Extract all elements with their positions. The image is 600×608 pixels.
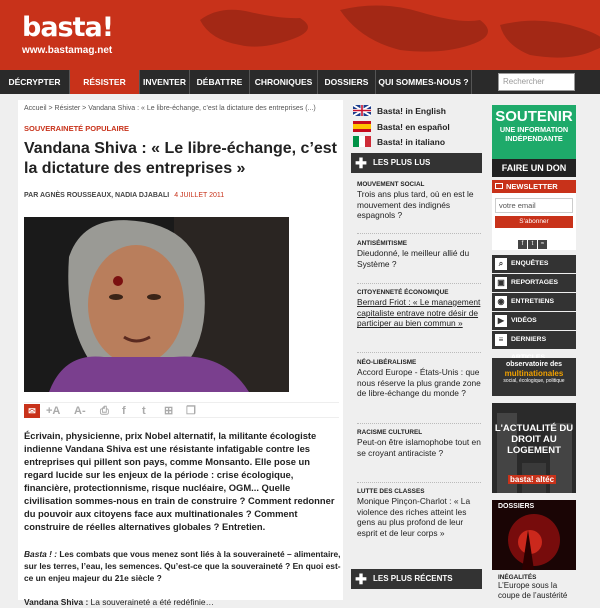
article-date: 4 JUILLET 2011 <box>174 192 225 199</box>
envelope-icon <box>495 183 503 189</box>
item-title[interactable]: Dieudonné, le meilleur allié du Système ? <box>357 248 470 269</box>
question-lead: Basta ! : <box>24 549 58 559</box>
language-label: Basta! in English <box>377 106 446 116</box>
site-header <box>0 0 600 70</box>
item-category: INÉGALITÉS <box>498 574 537 581</box>
link-derniers-articles[interactable] <box>492 331 576 349</box>
answer-text: La souveraineté a été redéfinie… <box>88 597 214 607</box>
article-photo <box>24 217 289 392</box>
item-title[interactable]: Peut-on être islamophobe tout en se croyant antiraciste ? <box>357 437 481 458</box>
language-label: Basta! en español <box>377 122 450 132</box>
divider <box>357 482 481 483</box>
newsletter-box <box>492 180 576 250</box>
camera-icon: ▣ <box>495 277 507 289</box>
donate-banner[interactable] <box>492 105 576 177</box>
link-entretiens[interactable] <box>492 293 576 311</box>
article-intro: Écrivain, physicienne, prix Nobel alternatif, la militante écologiste indienne Vandana Shiva est une résistante infatigable contre les entreprises qui pillent son pays, comme Monsanto. Elle pose un regard lucide sur les enjeux de la période : crise écologique, financière, protectionnisme, risque nucléaire, OGM... Quelle civilisation sommes-nous en train de construire ? Comment redonner du pouvoir aux citoyens face aux multinationales ? Comment construire de réelles alternatives globales ? Entretien. <box>24 430 335 532</box>
answer-lead: Vandana Shiva : <box>24 597 89 607</box>
link-reportages[interactable] <box>492 274 576 292</box>
nav-item-qui-sommes-nous[interactable]: QUI SOMMES-NOUS ? <box>376 70 472 94</box>
item-category: NÉO-LIBÉRALISME <box>357 359 417 366</box>
newsletter-email-input[interactable]: votre email <box>495 198 573 213</box>
observatoire-line2: multinationales <box>504 369 564 378</box>
donate-subtitle: UNE INFORMATION INDÉPENDANTE <box>499 125 569 143</box>
microphone-icon: ◉ <box>495 296 507 308</box>
most-read-item[interactable] <box>357 181 483 221</box>
article-authors: PAR AGNÈS ROUSSEAUX, NADIA DJABALI <box>24 192 170 199</box>
link-label: ENTRETIENS <box>511 298 555 305</box>
article-column <box>18 100 343 607</box>
breadcrumb[interactable]: Accueil > Résister > Vandana Shiva : « Le libre-échange, c’est la dictature des entreprises (...) <box>24 105 316 112</box>
language-label: Basta! in italiano <box>377 137 446 147</box>
subscribe-button[interactable]: S'abonner <box>495 216 573 228</box>
donate-button[interactable]: FAIRE UN DON <box>492 159 576 177</box>
facebook-icon[interactable]: f <box>122 405 126 417</box>
facebook-icon[interactable]: f <box>518 240 527 249</box>
item-category: MOUVEMENT SOCIAL <box>357 181 425 188</box>
observatoire-line3: social, écologique, politique <box>503 378 565 384</box>
site-logo[interactable]: basta! <box>22 12 114 43</box>
question-text: Les combats que vous menez sont liés à la souveraineté – alimentaire, sur les terres, l’eau, les semences. Qu’est-ce que la souveraineté ? En quoi est-ce un enjeu majeur du 21e siècle ? <box>24 549 341 583</box>
most-read-item[interactable] <box>357 359 483 399</box>
twitter-icon[interactable]: t <box>528 240 537 249</box>
most-read-item[interactable] <box>357 240 483 269</box>
item-title[interactable]: Bernard Friot : « Le management capitaliste entrave notre désir de participer au bien commun » <box>357 297 481 329</box>
rss-icon[interactable]: ≈ <box>538 240 547 249</box>
question-1 <box>24 548 341 584</box>
site-url: www.bastamag.net <box>22 45 113 56</box>
world-map-decoration <box>180 0 600 70</box>
most-read-label: LES PLUS LUS <box>373 158 431 167</box>
item-title[interactable]: Trois ans plus tard, où en est le mouvement des indignés espagnols ? <box>357 189 474 221</box>
answer-1 <box>24 596 341 608</box>
share-icon[interactable]: ⊞ <box>164 405 174 417</box>
dossier-photo <box>492 500 576 570</box>
nav-item-resister[interactable]: RÉSISTER <box>70 70 140 94</box>
twitter-icon[interactable]: t <box>142 405 146 417</box>
article-byline <box>24 192 224 199</box>
observatoire-line1: observatoire des <box>505 361 563 368</box>
search-input[interactable]: Rechercher <box>498 73 575 91</box>
nav-item-decrypter[interactable]: DÉCRYPTER <box>0 70 70 94</box>
recent-header[interactable] <box>351 569 482 589</box>
email-icon[interactable]: ✉ <box>24 404 40 418</box>
link-label: ENQUÊTES <box>511 260 549 267</box>
right-sidebar <box>492 100 576 600</box>
newsletter-header <box>492 180 576 193</box>
link-label: REPORTAGES <box>511 279 559 286</box>
font-decrease-icon[interactable]: A- <box>74 405 86 417</box>
plus-icon: ✚ <box>355 571 367 587</box>
droit-brand: basta! altéc <box>510 475 555 484</box>
it-flag-icon <box>353 136 371 147</box>
most-read-header[interactable] <box>351 153 482 173</box>
article-rubric[interactable]: SOUVERAINETÉ POPULAIRE <box>24 124 130 133</box>
nav-item-dossiers[interactable]: DOSSIERS <box>318 70 376 94</box>
divider <box>357 283 481 284</box>
uk-flag-icon <box>353 105 371 116</box>
most-read-item[interactable] <box>357 289 483 329</box>
plus-icon: ✚ <box>355 155 367 171</box>
nav-item-chroniques[interactable]: CHRONIQUES <box>250 70 318 94</box>
divider <box>357 423 481 424</box>
dossier-item[interactable] <box>498 574 576 601</box>
font-increase-icon[interactable]: +A <box>46 405 61 417</box>
most-read-item[interactable] <box>357 488 483 539</box>
article-title: Vandana Shiva : « Le libre-échange, c’est la dictature des entreprises » <box>24 140 338 177</box>
bookmark-icon[interactable]: ❐ <box>186 405 196 417</box>
item-title[interactable]: Accord Europe - États-Unis : que nous réserve la plus grande zone de libre-échange du monde ? <box>357 367 481 399</box>
droit-logement-banner[interactable] <box>492 403 576 493</box>
item-title[interactable]: L’Europe sous la coupe de l’austérité <box>498 581 568 600</box>
link-label: DERNIERS <box>511 336 547 343</box>
document-icon: ≡ <box>495 334 507 346</box>
most-read-item[interactable] <box>357 429 483 458</box>
item-title[interactable]: Monique Pinçon-Charlot : « La violence des riches atteint les gens au plus profond de leur esprit et de leur corps » <box>357 496 471 539</box>
droit-text: L'ACTUALITÉ DU DROIT AU LOGEMENT <box>494 423 574 456</box>
es-flag-icon <box>353 121 371 132</box>
divider <box>357 233 481 234</box>
print-icon[interactable]: ⎙ <box>100 405 109 417</box>
nav-item-debattre[interactable]: DÉBATTRE <box>190 70 250 94</box>
item-category: LUTTE DES CLASSES <box>357 488 425 495</box>
link-enquetes[interactable] <box>492 255 576 273</box>
recent-label: LES PLUS RÉCENTS <box>373 574 453 583</box>
newsletter-label: NEWSLETTER <box>506 182 558 191</box>
social-links <box>518 232 548 247</box>
item-category: ANTISÉMITISME <box>357 240 408 247</box>
nav-item-inventer[interactable]: INVENTER <box>140 70 190 94</box>
donate-title: SOUTENIR <box>495 108 573 125</box>
observatoire-banner[interactable] <box>492 358 576 396</box>
item-category: CITOYENNETÉ ÉCONOMIQUE <box>357 289 449 296</box>
dossiers-banner[interactable] <box>492 500 576 570</box>
link-videos[interactable] <box>492 312 576 330</box>
article-toolbar <box>24 402 339 418</box>
video-icon: ▶ <box>495 315 507 327</box>
item-category: RACISME CULTUREL <box>357 429 423 436</box>
divider <box>357 352 481 353</box>
dossiers-label: DOSSIERS <box>498 503 535 510</box>
search-icon: ⌕ <box>495 258 507 270</box>
middle-sidebar <box>351 100 484 600</box>
link-label: VIDÉOS <box>511 317 537 324</box>
